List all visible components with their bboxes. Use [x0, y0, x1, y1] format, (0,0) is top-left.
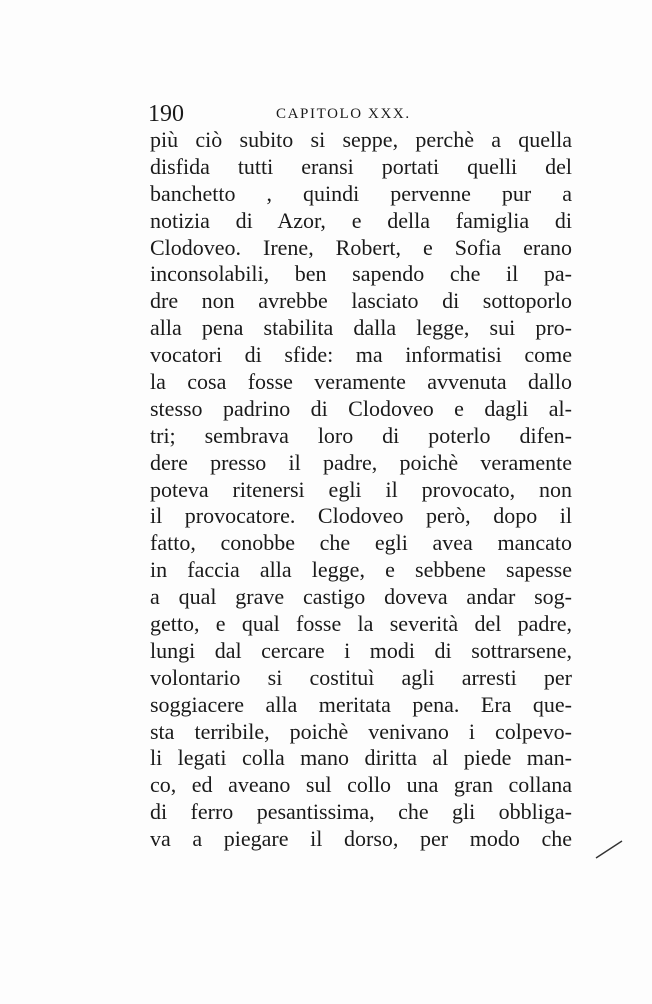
running-head: CAPITOLO XXX. — [276, 106, 411, 122]
text-line: il provocatore. Clodoveo però, dopo il — [150, 503, 572, 529]
text-line: sta terribile, poichè venivano i colpevo- — [150, 718, 572, 744]
text-line: vocatori di sfide: ma informatisi come — [150, 342, 572, 368]
text-line: più ciò subito si seppe, perchè a quella — [150, 127, 572, 152]
text-line: getto, e qual fosse la severità del padre, — [150, 611, 572, 637]
text-line: dre non avrebbe lasciato di sottoporlo — [150, 288, 572, 314]
page-header — [148, 100, 568, 128]
text-line: co, ed aveano sul collo una gran collana — [150, 772, 572, 798]
text-line: inconsolabili, ben sapendo che il pa- — [150, 261, 572, 287]
text-line: stesso padrino di Clodoveo e dagli al- — [150, 395, 572, 421]
page-number: 190 — [148, 101, 184, 127]
text-line: va a piegare il dorso, per modo che — [150, 826, 572, 852]
text-line: Clodoveo. Irene, Robert, e Sofia erano — [150, 234, 572, 260]
text-line: a qual grave castigo doveva andar sog- — [150, 584, 572, 610]
text-line: poteva ritenersi egli il provocato, non — [150, 476, 572, 502]
text-line: volontario si costituì agli arresti per — [150, 664, 572, 690]
text-line: fatto, conobbe che egli avea mancato — [150, 530, 572, 556]
text-line: banchetto , quindi pervenne pur a — [150, 180, 572, 206]
text-line: disfida tutti eransi portati quelli del — [150, 153, 572, 179]
text-line: lungi dal cercare i modi di sottrarsene, — [150, 637, 572, 663]
text-line: li legati colla mano diritta al piede man- — [150, 745, 572, 771]
text-line: dere presso il padre, poichè veramente — [150, 449, 572, 475]
body-text — [150, 127, 572, 853]
text-line: tri; sembrava loro di poterlo difen- — [150, 422, 572, 448]
text-line: notizia di Azor, e della famiglia di — [150, 207, 572, 233]
text-line: di ferro pesantissima, che gli obbliga- — [150, 799, 572, 825]
text-line: in faccia alla legge, e sebbene sapesse — [150, 557, 572, 583]
text-line: alla pena stabilita dalla legge, sui pro- — [150, 315, 572, 341]
pencil-mark-icon — [594, 838, 624, 860]
text-line: soggiacere alla meritata pena. Era que- — [150, 691, 572, 717]
text-line: la cosa fosse veramente avvenuta dallo — [150, 369, 572, 395]
